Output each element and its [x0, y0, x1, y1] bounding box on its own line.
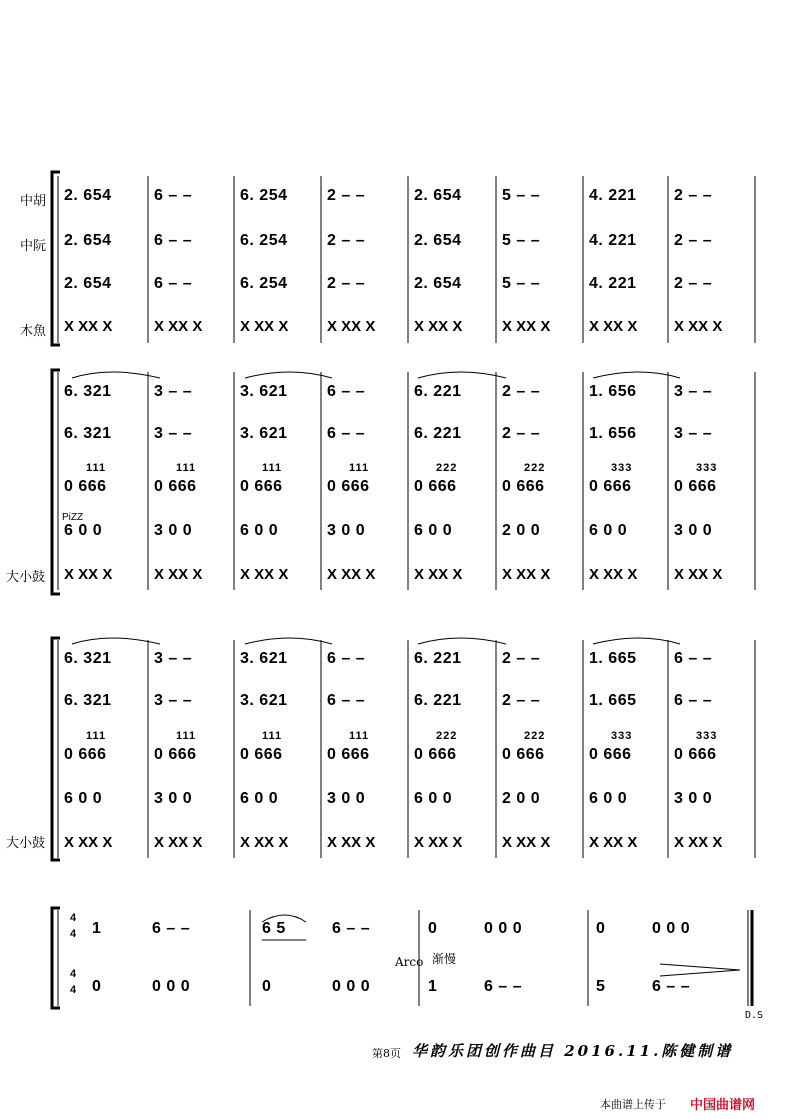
system3-row-2-measure-5: 0 666	[502, 746, 545, 763]
system2-row-2-measure-4: 0 666	[414, 478, 457, 495]
system1-row-1-measure-3: 2 – –	[327, 232, 366, 249]
system1-row-0-measure-3: 2 – –	[327, 187, 366, 204]
system3-row-0-measure-5: 2 – –	[502, 650, 541, 667]
system3-row-4-measure-5: X XX X	[502, 834, 551, 851]
system3-row-1-measure-6: 1. 665	[589, 692, 637, 709]
marking-ds: D.S	[745, 1010, 764, 1021]
system2-row-2-measure-6: 0 666	[589, 478, 632, 495]
system1-row-1-measure-7: 2 – –	[674, 232, 713, 249]
time-sig-top-2: 4	[70, 968, 77, 980]
system2-row-0-measure-6: 1. 656	[589, 383, 637, 400]
system1-row-0-measure-5: 5 – –	[502, 187, 541, 204]
marking-jianman: 渐慢	[432, 952, 457, 966]
system4-row-1-measure-3: 0 0 0	[332, 978, 371, 995]
system3-row-3-measure-4: 6 0 0	[414, 790, 453, 807]
system2-row-3-measure-2: 6 0 0	[240, 522, 279, 539]
system3-row-3-measure-0: 6 0 0	[64, 790, 103, 807]
system2-row-2-measure-0: 0 666	[64, 478, 107, 495]
system2-row-3-measure-6: 6 0 0	[589, 522, 628, 539]
system3-row-2-measure-4: 0 666	[414, 746, 457, 763]
system2-row-0-measure-0: 6. 321	[64, 383, 112, 400]
system3-row-3-measure-3: 3 0 0	[327, 790, 366, 807]
system1-row-1-measure-5: 5 – –	[502, 232, 541, 249]
label-zhonghu: 中胡	[20, 194, 47, 209]
system1-row-2-measure-2: 6. 254	[240, 275, 288, 292]
system3-row-0-measure-6: 1. 665	[589, 650, 637, 667]
label-daxiaogu-2: 大小鼓	[6, 836, 46, 851]
system4-row-0-measure-4: 0	[428, 920, 438, 937]
system4-row-0-measure-3: 6 – –	[332, 920, 371, 937]
system1-row-3-measure-6: X XX X	[589, 318, 638, 335]
system2-row-2-measure-5: 0 666	[502, 478, 545, 495]
system1-row-0-measure-6: 4. 221	[589, 187, 637, 204]
system2-chord-3: 111	[349, 462, 370, 474]
system3-chord-2: 111	[262, 730, 283, 742]
label-zhongruan: 中阮	[20, 239, 47, 254]
system3-row-3-measure-6: 6 0 0	[589, 790, 628, 807]
system3-row-4-measure-7: X XX X	[674, 834, 723, 851]
footer-title: 华韵乐团创作曲目 2016.11.陈健制谱	[412, 1042, 734, 1060]
system2-row-1-measure-0: 6. 321	[64, 425, 112, 442]
system2-row-4-measure-7: X XX X	[674, 566, 723, 583]
system1-row-0-measure-2: 6. 254	[240, 187, 288, 204]
system3-row-3-measure-2: 6 0 0	[240, 790, 279, 807]
system2-row-1-measure-7: 3 – –	[674, 425, 713, 442]
system2-row-0-measure-2: 3. 621	[240, 383, 288, 400]
system1-row-3-measure-3: X XX X	[327, 318, 376, 335]
system2-chord-1: 111	[176, 462, 197, 474]
system1-row-0-measure-1: 6 – –	[154, 187, 193, 204]
system2-row-1-measure-1: 3 – –	[154, 425, 193, 442]
system4-row-0-measure-7: 0 0 0	[652, 920, 691, 937]
system4-row-1-measure-2: 0	[262, 978, 272, 995]
label-daxiaogu-1: 大小鼓	[6, 570, 46, 585]
system1-row-3-measure-0: X XX X	[64, 318, 113, 335]
system4-row-0-measure-6: 0	[596, 920, 606, 937]
system2-row-2-measure-7: 0 666	[674, 478, 717, 495]
system3-row-4-measure-4: X XX X	[414, 834, 463, 851]
system3-chord-1: 111	[176, 730, 197, 742]
time-sig-bottom-2: 4	[70, 984, 77, 996]
system2-row-1-measure-6: 1. 656	[589, 425, 637, 442]
system3-chord-6: 333	[611, 730, 633, 742]
system4-row-0-measure-5: 0 0 0	[484, 920, 523, 937]
system2-chord-0: 111	[86, 462, 107, 474]
system1-row-3-measure-7: X XX X	[674, 318, 723, 335]
time-sig-bottom-1: 4	[70, 928, 77, 940]
system1-row-2-measure-5: 5 – –	[502, 275, 541, 292]
system3-row-3-measure-7: 3 0 0	[674, 790, 713, 807]
system1-row-1-measure-0: 2. 654	[64, 232, 112, 249]
system2-chord-5: 222	[524, 462, 546, 474]
system2-row-4-measure-4: X XX X	[414, 566, 463, 583]
system2-row-3-measure-5: 2 0 0	[502, 522, 541, 539]
system2-chord-6: 333	[611, 462, 633, 474]
system1-row-3-measure-4: X XX X	[414, 318, 463, 335]
system1-row-3-measure-1: X XX X	[154, 318, 203, 335]
system3-row-2-measure-7: 0 666	[674, 746, 717, 763]
system2-row-4-measure-5: X XX X	[502, 566, 551, 583]
system3-row-0-measure-4: 6. 221	[414, 650, 462, 667]
system2-row-4-measure-6: X XX X	[589, 566, 638, 583]
system2-row-4-measure-1: X XX X	[154, 566, 203, 583]
system3-row-1-measure-7: 6 – –	[674, 692, 713, 709]
system4-row-0-measure-0: 1	[92, 920, 102, 937]
system2-row-4-measure-3: X XX X	[327, 566, 376, 583]
system3-row-0-measure-2: 3. 621	[240, 650, 288, 667]
marking-pizz: PiZZ	[62, 512, 84, 523]
system2-row-1-measure-5: 2 – –	[502, 425, 541, 442]
system3-chord-4: 222	[436, 730, 458, 742]
system3-row-4-measure-1: X XX X	[154, 834, 203, 851]
system3-row-3-measure-5: 2 0 0	[502, 790, 541, 807]
system4-row-1-measure-0: 0	[92, 978, 102, 995]
system3-row-1-measure-0: 6. 321	[64, 692, 112, 709]
system3-row-2-measure-6: 0 666	[589, 746, 632, 763]
system3-chord-7: 333	[696, 730, 718, 742]
system3-chord-5: 222	[524, 730, 546, 742]
system3-row-0-measure-1: 3 – –	[154, 650, 193, 667]
system1-row-2-measure-7: 2 – –	[674, 275, 713, 292]
system1-row-2-measure-4: 2. 654	[414, 275, 462, 292]
system3-row-4-measure-6: X XX X	[589, 834, 638, 851]
system3-row-4-measure-0: X XX X	[64, 834, 113, 851]
system2-row-3-measure-3: 3 0 0	[327, 522, 366, 539]
system3-row-4-measure-3: X XX X	[327, 834, 376, 851]
system3-row-1-measure-4: 6. 221	[414, 692, 462, 709]
system3-row-0-measure-0: 6. 321	[64, 650, 112, 667]
system4-row-0-measure-2: 6 5	[262, 920, 286, 937]
footer-page-number: 第8页	[372, 1047, 401, 1060]
system2-row-3-measure-0: 6 0 0	[64, 522, 103, 539]
system2-row-0-measure-3: 6 – –	[327, 383, 366, 400]
system2-row-2-measure-1: 0 666	[154, 478, 197, 495]
system2-row-0-measure-1: 3 – –	[154, 383, 193, 400]
system2-row-1-measure-2: 3. 621	[240, 425, 288, 442]
system1-row-1-measure-6: 4. 221	[589, 232, 637, 249]
system3-row-2-measure-1: 0 666	[154, 746, 197, 763]
system1-row-3-measure-2: X XX X	[240, 318, 289, 335]
system2-row-0-measure-5: 2 – –	[502, 383, 541, 400]
system3-row-1-measure-3: 6 – –	[327, 692, 366, 709]
system2-chord-7: 333	[696, 462, 718, 474]
system1-row-0-measure-4: 2. 654	[414, 187, 462, 204]
system2-row-0-measure-7: 3 – –	[674, 383, 713, 400]
system1-row-1-measure-4: 2. 654	[414, 232, 462, 249]
system1-row-2-measure-6: 4. 221	[589, 275, 637, 292]
system2-row-2-measure-2: 0 666	[240, 478, 283, 495]
system1-row-1-measure-2: 6. 254	[240, 232, 288, 249]
system1-row-0-measure-7: 2 – –	[674, 187, 713, 204]
system3-row-2-measure-0: 0 666	[64, 746, 107, 763]
system3-row-2-measure-3: 0 666	[327, 746, 370, 763]
system2-row-1-measure-4: 6. 221	[414, 425, 462, 442]
system2-row-0-measure-4: 6. 221	[414, 383, 462, 400]
system3-row-1-measure-2: 3. 621	[240, 692, 288, 709]
system4-row-1-measure-4: 1	[428, 978, 438, 995]
system2-row-2-measure-3: 0 666	[327, 478, 370, 495]
system2-row-3-measure-7: 3 0 0	[674, 522, 713, 539]
system3-row-1-measure-1: 3 – –	[154, 692, 193, 709]
system2-row-4-measure-0: X XX X	[64, 566, 113, 583]
system2-chord-4: 222	[436, 462, 458, 474]
system4-row-1-measure-7: 6 – –	[652, 978, 691, 995]
system1-row-1-measure-1: 6 – –	[154, 232, 193, 249]
time-sig-top-1: 4	[70, 912, 77, 924]
system2-row-4-measure-2: X XX X	[240, 566, 289, 583]
system2-row-1-measure-3: 6 – –	[327, 425, 366, 442]
system4-row-1-measure-1: 0 0 0	[152, 978, 191, 995]
system1-row-2-measure-1: 6 – –	[154, 275, 193, 292]
system3-chord-0: 111	[86, 730, 107, 742]
system4-row-0-measure-1: 6 – –	[152, 920, 191, 937]
system3-row-4-measure-2: X XX X	[240, 834, 289, 851]
system4-row-1-measure-5: 6 – –	[484, 978, 523, 995]
system1-row-3-measure-5: X XX X	[502, 318, 551, 335]
site-logo: 中国曲谱网	[690, 1098, 756, 1113]
system3-chord-3: 111	[349, 730, 370, 742]
system4-row-1-measure-6: 5	[596, 978, 606, 995]
system1-row-2-measure-0: 2. 654	[64, 275, 112, 292]
system3-row-0-measure-7: 6 – –	[674, 650, 713, 667]
system3-row-2-measure-2: 0 666	[240, 746, 283, 763]
label-muyu: 木魚	[20, 324, 47, 339]
upload-note: 本曲谱上传于	[600, 1098, 666, 1111]
system2-chord-2: 111	[262, 462, 283, 474]
system3-row-3-measure-1: 3 0 0	[154, 790, 193, 807]
marking-arco: Arco	[395, 955, 424, 969]
system3-row-1-measure-5: 2 – –	[502, 692, 541, 709]
system1-row-2-measure-3: 2 – –	[327, 275, 366, 292]
system2-row-3-measure-1: 3 0 0	[154, 522, 193, 539]
system2-row-3-measure-4: 6 0 0	[414, 522, 453, 539]
system1-row-0-measure-0: 2. 654	[64, 187, 112, 204]
system3-row-0-measure-3: 6 – –	[327, 650, 366, 667]
